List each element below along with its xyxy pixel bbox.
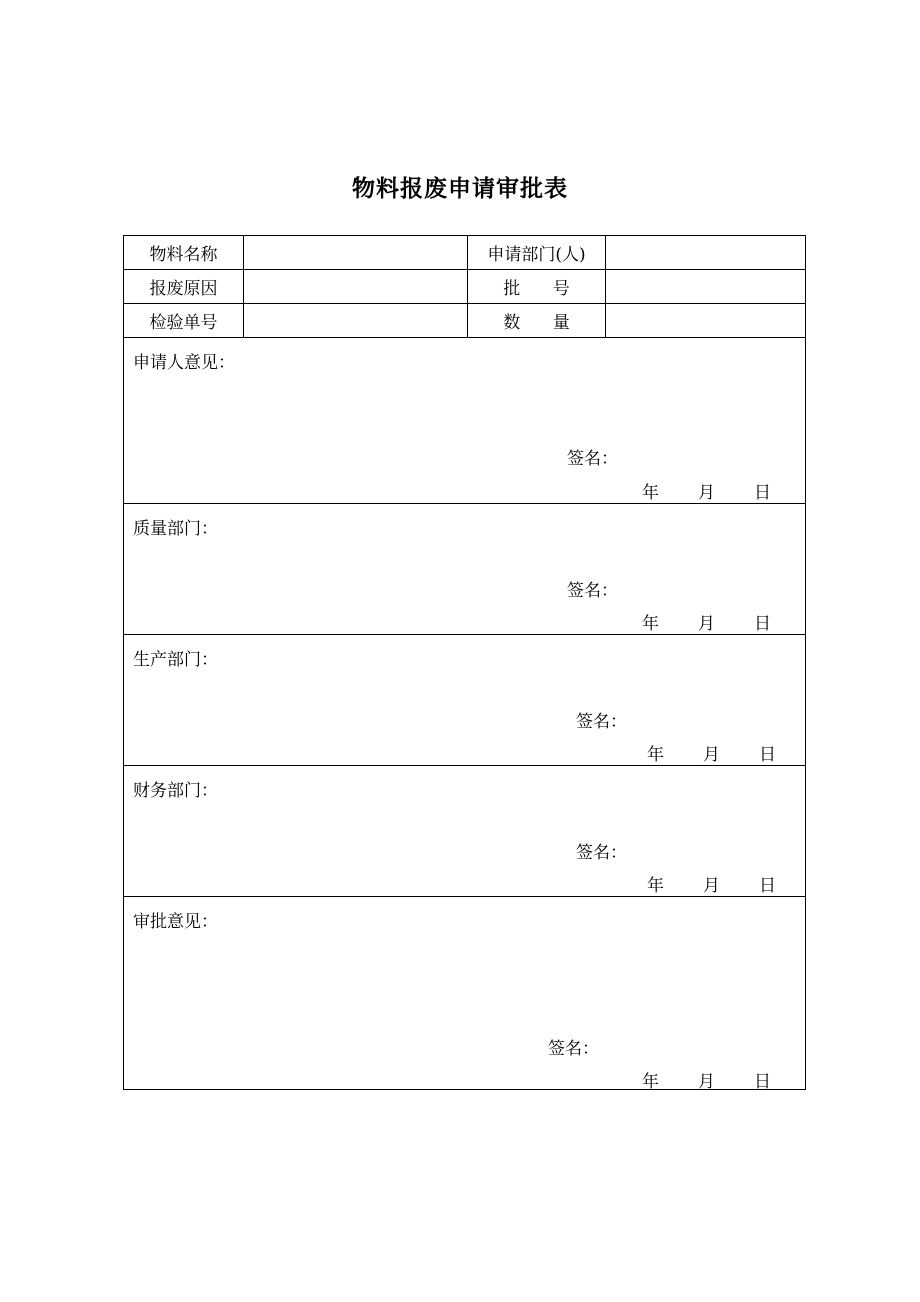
header-row-inspection-no	[124, 304, 805, 338]
date-month: 月	[698, 1072, 715, 1092]
field-quantity[interactable]	[606, 304, 805, 337]
page-title: 物料报废申请审批表	[352, 176, 568, 202]
signature-label: 签名：	[567, 581, 618, 601]
section-label: 申请人意见：	[133, 353, 235, 373]
date-month: 月	[703, 876, 720, 896]
field-batch-number[interactable]	[606, 270, 805, 303]
date-month: 月	[698, 614, 715, 634]
date-day: 日	[759, 876, 776, 896]
section-quality-dept[interactable]	[124, 504, 805, 635]
label-applicant-dept: 申请部门(人)	[468, 236, 606, 269]
header-row-scrap-reason	[124, 270, 805, 304]
date-year: 年	[647, 745, 664, 765]
section-label: 财务部门：	[133, 781, 218, 801]
date-day: 日	[754, 483, 771, 503]
signature-label: 签名：	[576, 843, 627, 863]
signature-label: 签名：	[567, 449, 618, 469]
date-month: 月	[698, 483, 715, 503]
approval-form	[123, 235, 806, 1090]
label-batch-number: 批 号	[468, 270, 606, 303]
signature-label: 签名：	[576, 712, 627, 732]
section-label: 生产部门：	[133, 650, 218, 670]
section-finance-dept[interactable]	[124, 766, 805, 897]
signature-label: 签名：	[548, 1039, 599, 1059]
field-material-name[interactable]	[244, 236, 468, 269]
date-month: 月	[703, 745, 720, 765]
label-quantity: 数 量	[468, 304, 606, 337]
label-scrap-reason: 报废原因	[124, 270, 244, 303]
date-year: 年	[642, 483, 659, 503]
header-row-material-name	[124, 236, 805, 270]
field-applicant-dept[interactable]	[606, 236, 805, 269]
date-year: 年	[642, 614, 659, 634]
date-year: 年	[642, 1072, 659, 1092]
date-year: 年	[647, 876, 664, 896]
date-day: 日	[754, 1072, 771, 1092]
field-scrap-reason[interactable]	[244, 270, 468, 303]
label-inspection-no: 检验单号	[124, 304, 244, 337]
field-inspection-no[interactable]	[244, 304, 468, 337]
section-approval-opinion[interactable]	[124, 897, 805, 1092]
date-day: 日	[754, 614, 771, 634]
section-applicant-opinion[interactable]	[124, 338, 805, 504]
section-label: 审批意见：	[133, 912, 218, 932]
section-label: 质量部门：	[133, 519, 218, 539]
section-production-dept[interactable]	[124, 635, 805, 766]
label-material-name: 物料名称	[124, 236, 244, 269]
date-day: 日	[759, 745, 776, 765]
